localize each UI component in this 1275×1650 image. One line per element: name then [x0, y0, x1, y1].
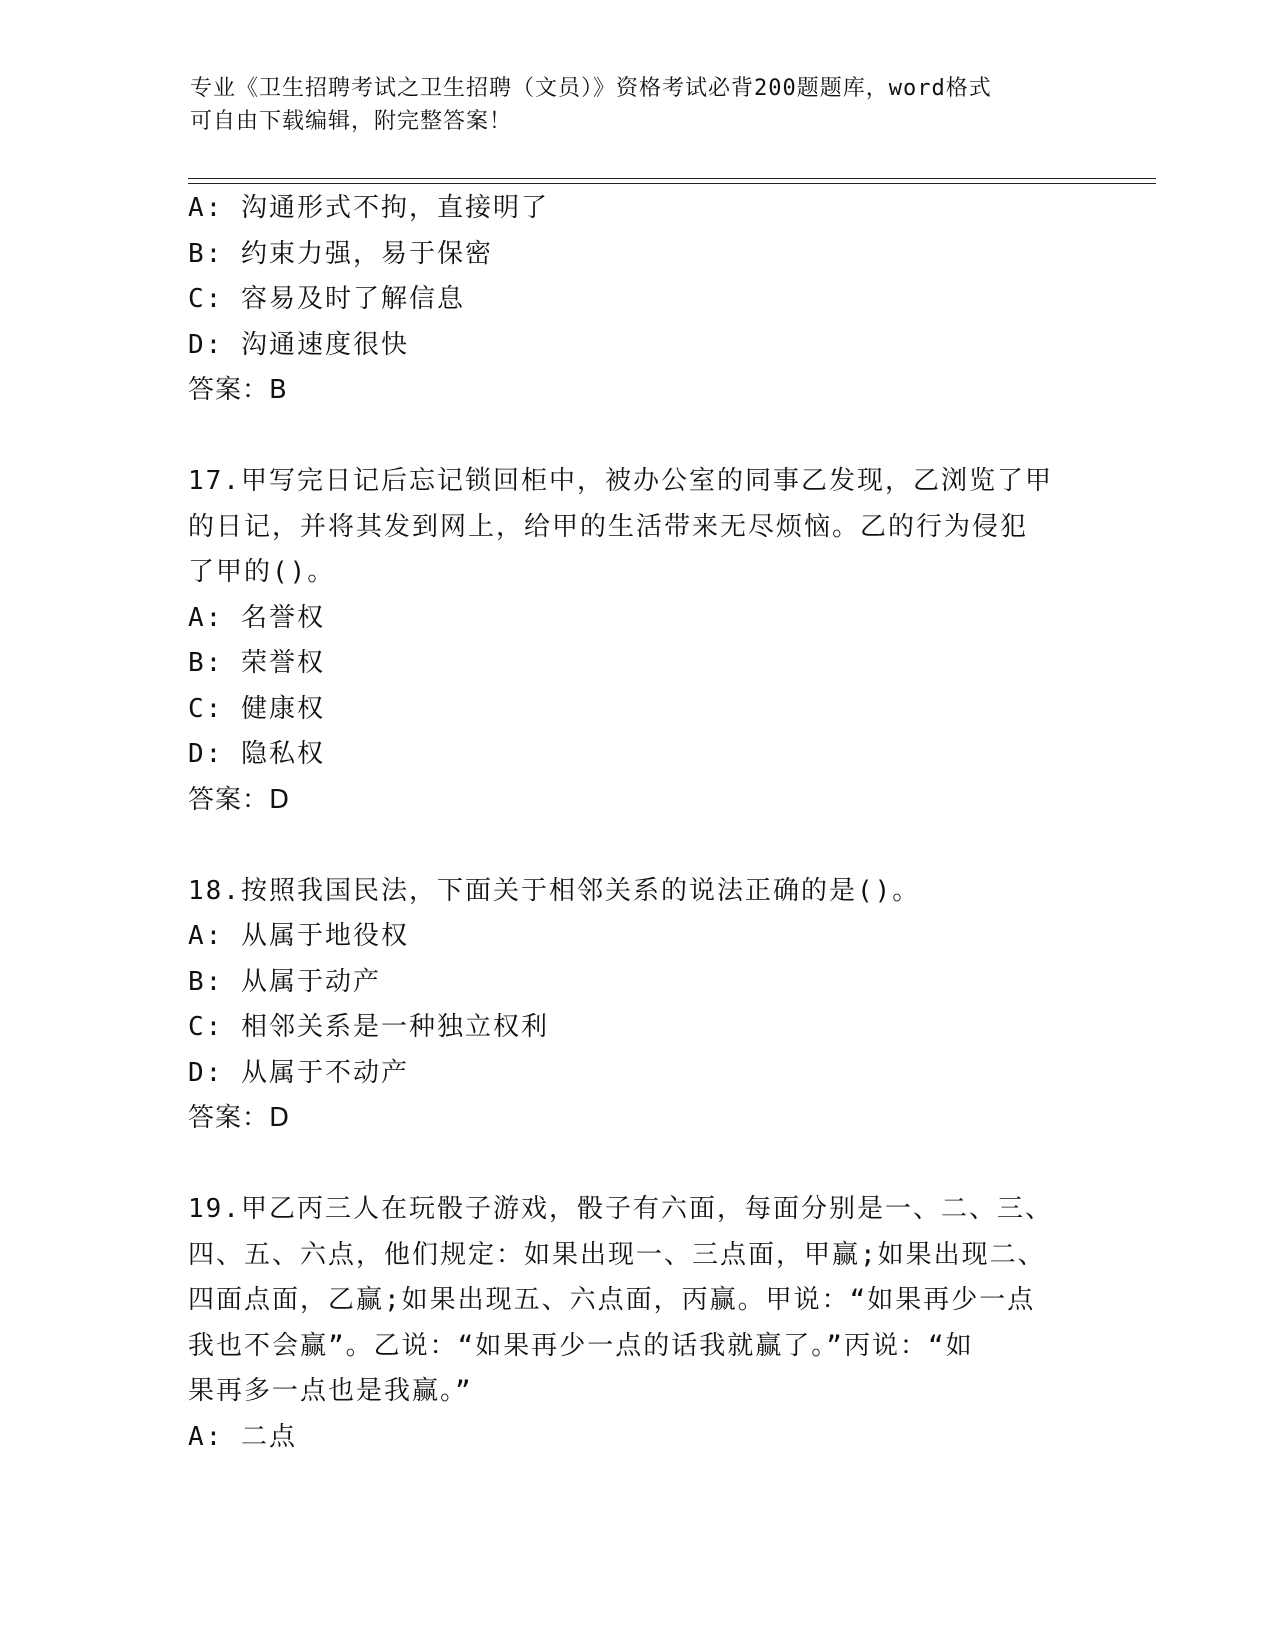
answer-label: 答案：B [188, 375, 288, 405]
question-text-line: 19.甲乙丙三人在玩骰子游戏，骰子有六面，每面分别是一、二、三、 [188, 1194, 1053, 1224]
previous-question-tail [188, 186, 1068, 414]
question-text-line: 的日记，并将其发到网上，给甲的生活带来无尽烦恼。乙的行为侵犯 [188, 511, 1029, 542]
option-a: A: 二点 [188, 1421, 297, 1452]
question-text-line: 四面点面，乙赢;如果出现五、六点面，丙赢。甲说：“如果再少一点 [188, 1285, 1036, 1315]
option-b: B: 荣誉权 [188, 648, 325, 678]
answer-label: 答案：D [188, 1103, 291, 1133]
question-17 [188, 459, 1068, 823]
option-a: A: 从属于地役权 [188, 921, 409, 951]
option-a: A: 沟通形式不拘，直接明了 [188, 193, 549, 223]
question-text-line: 17.甲写完日记后忘记锁回柜中，被办公室的同事乙发现，乙浏览了甲 [188, 466, 1053, 496]
option-b: B: 从属于动产 [188, 966, 381, 997]
question-19 [188, 1187, 1068, 1460]
option-d: D: 沟通速度很快 [188, 329, 409, 360]
question-text-line: 果再多一点也是我赢。” [188, 1376, 473, 1406]
spacer [188, 1142, 1068, 1188]
header-divider-bottom [188, 183, 1156, 184]
document-header [190, 72, 1070, 138]
option-c: C: 健康权 [188, 693, 325, 724]
header-line-2: 可自由下载编辑，附完整答案！ [190, 109, 513, 134]
question-text-line: 18.按照我国民法，下面关于相邻关系的说法正确的是()。 [188, 875, 921, 906]
question-text-line: 了甲的()。 [188, 557, 336, 587]
header-line-1: 专业《卫生招聘考试之卫生招聘（文员）》资格考试必背200题题库，word格式 [190, 76, 992, 101]
option-b: B: 约束力强，易于保密 [188, 238, 493, 269]
spacer [188, 414, 1068, 460]
option-d: D: 从属于不动产 [188, 1057, 409, 1088]
question-text-line: 四、五、六点，他们规定：如果出现一、三点面，甲赢;如果出现二、 [188, 1239, 1046, 1270]
option-c: C: 容易及时了解信息 [188, 284, 465, 314]
answer-label: 答案：D [188, 784, 291, 815]
spacer [188, 823, 1068, 869]
question-list [188, 186, 1068, 1460]
header-divider-top [188, 178, 1156, 179]
option-c: C: 相邻关系是一种独立权利 [188, 1012, 549, 1042]
option-d: D: 隐私权 [188, 739, 325, 769]
question-text-line: 我也不会赢”。乙说：“如果再少一点的话我就赢了。”丙说：“如 [188, 1330, 974, 1361]
question-18 [188, 869, 1068, 1142]
option-a: A: 名誉权 [188, 602, 325, 633]
